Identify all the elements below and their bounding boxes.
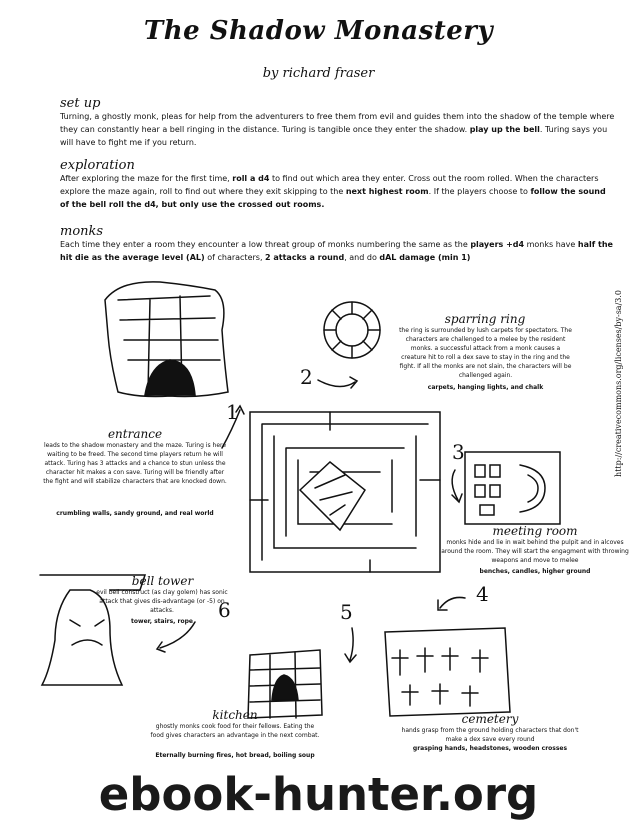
maze-drawing — [250, 412, 440, 572]
setup-heading: set up — [60, 96, 101, 111]
monks-text-part: Each time they enter a room they encounter a low threat group of monks numbering the same as the — [60, 240, 471, 249]
exploration-bold: next highest room — [345, 187, 429, 196]
room-number-6: 6 — [218, 598, 231, 622]
cemetery-title: cemetery — [461, 712, 519, 726]
monks-bold: dAL damage (min 1) — [379, 253, 471, 262]
monks-bold: half the hit die as the average level (AL) — [60, 240, 613, 262]
sparring-ring-drawing — [324, 302, 380, 358]
meeting-room-drawing — [465, 452, 560, 524]
exploration-text-part: After exploring the maze for the first time, — [60, 174, 233, 183]
setup-text-part: . Turing says you will have to fight me if you return. — [60, 125, 608, 147]
monks-heading: monks — [60, 224, 104, 239]
bell-tower-desc: evil bell construct (as clay golem) has sonic attack that gives dis-advantage (or -5) on attacks. — [96, 589, 228, 614]
page-title: The Shadow Monastery — [143, 16, 494, 46]
room-number-4: 4 — [476, 582, 489, 606]
entrance-desc: leads to the shadow monastery and the maze. Turing is here waiting to be freed. The second time players return he will attack. Turing has 3 attacks and a chance to stun unless the character hit makes a con save. Turing will be friendly after the fight and will stabilize characters that are knocked down. — [43, 442, 227, 485]
cemetery-drawing — [385, 628, 510, 716]
sparring-ring-tags: carpets, hanging lights, and chalk — [427, 384, 544, 391]
cemetery-desc: hands grasp from the ground holding characters that don't make a dex save every round — [401, 727, 579, 743]
room-number-2: 2 — [300, 365, 313, 389]
kitchen-tags: Eternally burning fires, hot bread, boiling soup — [155, 752, 315, 759]
sparring-ring-desc: the ring is surrounded by lush carpets for spectators. The characters are challenged to a melee by the resident monks. a successful attack from a monk causes a creature hit to roll a dex save to stay in the ring and the fight. If all the monks are not slain, the characters will be challenged again. — [399, 327, 572, 379]
watermark: ebook-hunter.org — [98, 768, 539, 821]
exploration-bold: roll a d4 — [232, 174, 270, 183]
room-number-5: 5 — [340, 600, 353, 624]
arrow-4 — [438, 597, 465, 610]
meeting-room-title: meeting room — [492, 524, 578, 538]
entrance-title: entrance — [107, 427, 163, 441]
entrance-tags: crumbling walls, sandy ground, and real world — [56, 510, 214, 517]
bell-tower-tags: tower, stairs, rope — [131, 618, 193, 625]
setup-bold: play up the bell — [469, 125, 540, 134]
monks-bold: 2 attacks a round — [265, 253, 345, 262]
monks-text-part: monks have — [524, 240, 578, 249]
arrow-6 — [157, 622, 195, 652]
exploration-bold: follow the sound of the bell roll the d4, but only use the crossed out rooms. — [60, 187, 606, 209]
setup-text-part: Turning, a ghostly monk, pleas for help from the adventurers to free them from evil and guides them into the shadow of the temple where they can constantly hear a bell ringing in the distance. Turing is tangible once they enter the shadow. — [60, 112, 615, 134]
author-byline: by richard fraser — [262, 66, 375, 81]
sparring-ring-title: sparring ring — [444, 312, 526, 326]
room-number-3: 3 — [452, 440, 465, 464]
arrow-2 — [318, 377, 357, 388]
monks-text-part: , and do — [344, 253, 380, 262]
meeting-room-tags: benches, candles, higher ground — [479, 568, 591, 575]
monks-text-part: of characters, — [204, 253, 266, 262]
kitchen-title: kitchen — [212, 708, 258, 722]
exploration-heading: exploration — [60, 158, 135, 173]
entrance-drawing — [105, 282, 228, 397]
cemetery-tags: grasping hands, headstones, wooden crosses — [412, 745, 568, 752]
meeting-room-desc: monks hide and lie in wait behind the pulpit and in alcoves around the room. They will start the engagment with throwing weapons and move to melee — [441, 539, 629, 564]
arrow-5 — [345, 628, 356, 662]
monks-bold: players +d4 — [470, 240, 525, 249]
kitchen-desc: ghostly monks cook food for their fellows. Eating the food gives characters an advantage in the next combat. — [150, 723, 320, 739]
bell-tower-title: bell tower — [131, 574, 194, 588]
exploration-text-part: to find out which area they enter. Cross out the room rolled. When the characters explore the maze again, roll to find out where they exit skipping to the — [60, 174, 599, 196]
arrow-3 — [452, 470, 462, 502]
license-url: http://creativecommons.org/licenses/by-sa/3.0 — [614, 290, 623, 477]
room-number-1: 1 — [226, 400, 239, 424]
exploration-text-part: . If the players choose to — [428, 187, 531, 196]
